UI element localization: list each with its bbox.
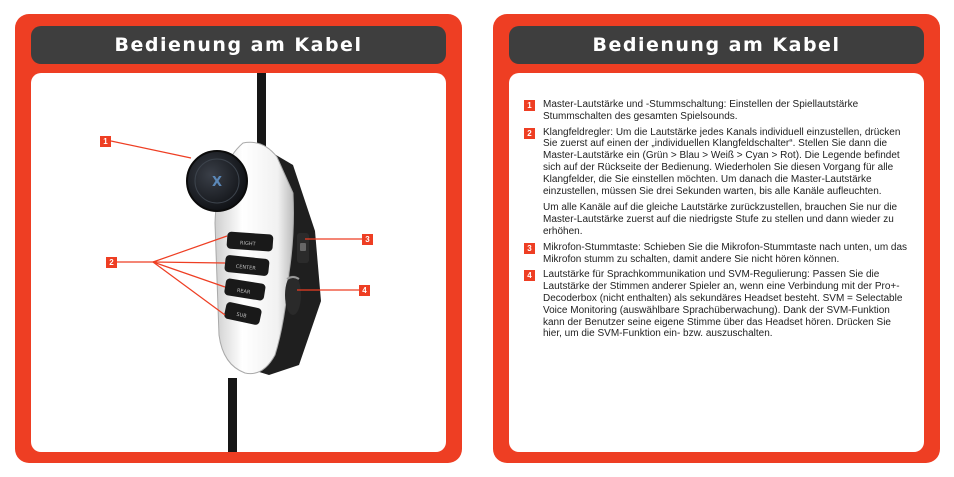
button-rear-label: REAR <box>236 287 251 296</box>
device-image-area <box>31 73 446 452</box>
item-2-text: Klangfeldregler: Um die Lautstärke jedes Kanals individuell einzustellen, drücken Sie zuerst auf einen der „individuellen Klangfeldschalter“. Stellen Sie dann die Master-Lautstärke ein (Grün > Blau > Weiß > Cyan > Rot). Die Legende befindet sich auf der Rückseite der Bedienung. Wiederholen Sie diesen Vorgang für alle Klangfelder, die Sie einstellen möchten. Um danach die Master-Lautstärke einzustellen, müssen Sie drei Sekunden warten, bis alle Kanäle aufleuchten. <box>543 126 901 197</box>
knob-logo: X <box>211 175 223 190</box>
item-3-text: Mikrofon-Stummtaste: Schieben Sie die Mikrofon-Stummtaste nach unten, um das Mikrofon stumm zu schalten, damit andere Sie nicht hören können. <box>543 241 908 265</box>
item-2-text-extra: Um alle Kanäle auf die gleiche Lautstärke zurückzustellen, brauchen Sie nur die Master-Lautstärke zuerst auf die niedrigste Stufe zu stellen und dann wieder zu erhöhen. <box>543 202 898 237</box>
callout-1: 1 <box>100 136 111 147</box>
item-number-1: 1 <box>524 100 535 111</box>
item-number-4: 4 <box>524 270 535 281</box>
right-panel-title: Bedienung am Kabel <box>509 26 924 64</box>
leader-line-2c <box>153 262 225 263</box>
item-1-text: Master-Lautstärke und -Stummschaltung: Einstellen der Spiellautstärke Stummschalten des gesamten Spielsounds. <box>543 99 859 122</box>
right-panel <box>493 14 940 463</box>
instructions-area <box>509 73 924 452</box>
callout-3: 3 <box>362 234 373 245</box>
left-panel <box>15 14 462 463</box>
voice-volume-wheel <box>285 275 301 315</box>
button-center-label: CENTER <box>235 263 256 272</box>
instruction-item-2 <box>524 127 909 238</box>
leader-line-2e <box>153 262 225 315</box>
callout-4: 4 <box>359 285 370 296</box>
instruction-item-1 <box>524 99 909 123</box>
leader-line-2d <box>153 262 225 287</box>
button-right-label: RIGHT <box>239 240 256 248</box>
leader-line-1 <box>111 141 191 158</box>
instruction-item-4 <box>524 269 909 340</box>
item-number-2: 2 <box>524 128 535 139</box>
instruction-item-3 <box>524 242 909 266</box>
instruction-list <box>524 99 909 344</box>
left-panel-title: Bedienung am Kabel <box>31 26 446 64</box>
callout-2: 2 <box>106 257 117 268</box>
cable-bottom <box>228 378 237 452</box>
item-4-text: Lautstärke für Sprachkommunikation und SVM-Regulierung: Passen Sie die Lautstärke der Stimmen anderer Spieler an, wenn eine Verbindung mit der Pro+-Decoderbox (nicht enthalten) als sekundäres Headset besteht. SVM = Selectable Voice Monitoring (auswählbare Sprachüberwachung). Dank der SVM-Funktion kann der Benutzer seine eigene Stimme über das Headset hören. Drücken Sie hier, um die SVM-Funktion ein- bzw. auszuschalten. <box>543 269 903 340</box>
button-sub-label: SUB <box>235 311 248 320</box>
item-number-3: 3 <box>524 243 535 254</box>
controller-illustration <box>31 73 446 452</box>
